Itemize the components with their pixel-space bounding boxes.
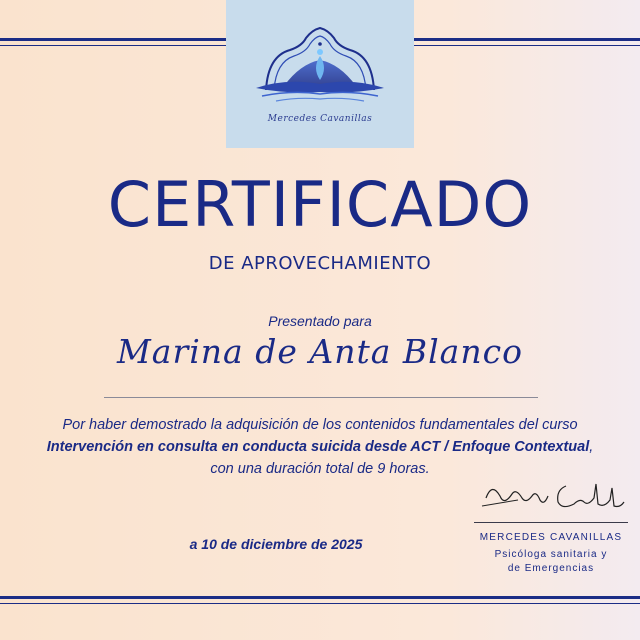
bottom-border-line-thick — [0, 596, 640, 599]
recipient-underline — [104, 397, 538, 398]
logo-box — [226, 0, 414, 148]
presented-for-label: Presentado para — [268, 313, 372, 329]
certificate-subtitle: DE APROVECHAMIENTO — [208, 253, 432, 274]
certificate-body — [40, 414, 600, 480]
signer-role-line2: de Emergencias — [507, 563, 595, 574]
handwritten-signature — [478, 476, 628, 520]
logo-brand-text: Mercedes Cavanillas — [267, 114, 373, 124]
certificate-title: CERTIFICADO — [107, 168, 533, 241]
issue-date: a 10 de diciembre de 2025 — [189, 536, 363, 552]
bottom-border-line-thin — [0, 603, 640, 604]
body-outro-text: , con una duración total de 9 horas. — [210, 439, 594, 477]
signer-role — [458, 548, 640, 576]
recipient-name: Marina de Anta Blanco — [117, 332, 523, 371]
course-name: Intervención en consulta en conducta suicida desde ACT / Enfoque Contextual — [46, 439, 590, 455]
signer-name: MERCEDES CAVANILLAS — [479, 532, 623, 543]
body-intro-text: Por haber demostrado la adquisición de los contenidos fundamentales del curso — [62, 417, 578, 433]
signature-line — [474, 522, 628, 523]
signer-role-line1: Psicóloga sanitaria y — [494, 549, 608, 560]
lotus-arch-logo-icon — [226, 0, 414, 112]
